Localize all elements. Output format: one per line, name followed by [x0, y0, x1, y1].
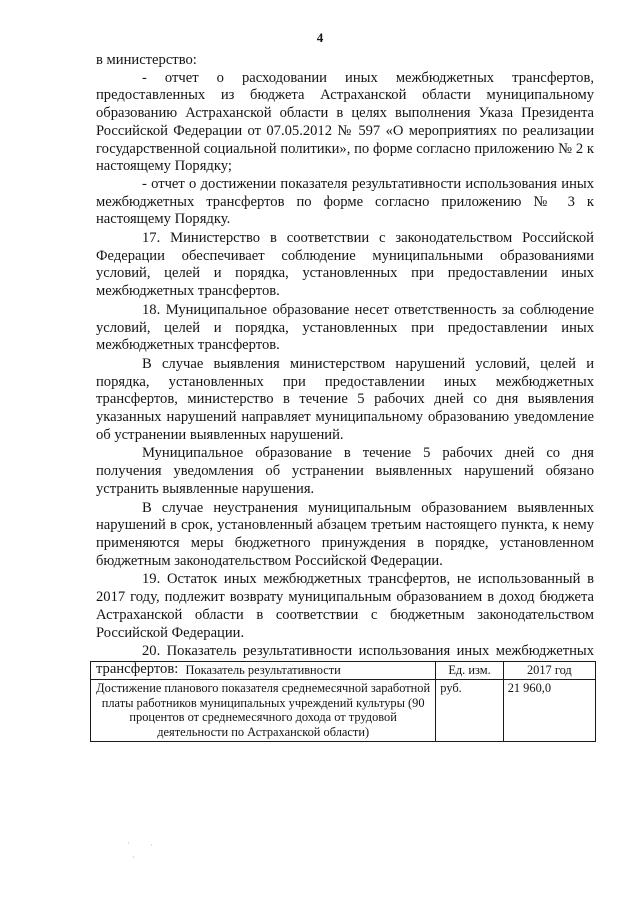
document-body	[96, 52, 594, 679]
table-header-row	[91, 662, 596, 680]
column-header-unit: Ед. изм.	[436, 662, 503, 680]
cell-unit: руб.	[436, 679, 503, 741]
paragraph-elimination: Муниципальное образование в течение 5 рабочих дней со дня получения уведомления об устранении выявленных нарушений обязано устранить выявленные нарушения.	[96, 445, 594, 497]
paragraph-coercion: В случае неустранения муниципальным образованием выявленных нарушений в срок, установленный абзацем третьим настоящего пункта, к нему применяются меры бюджетного принуждения в порядке, установленном бюджетным законодательством Российской Федерации.	[96, 499, 594, 569]
cell-value: 21 960,0	[503, 679, 595, 741]
paragraph-18: 18. Муниципальное образование несет ответственность за соблюдение условий, целей и порядка, установленных при предоставлении иных межбюджетных трансфертов.	[96, 301, 594, 354]
column-header-year: 2017 год	[503, 662, 595, 680]
paragraph-report-indicator: - отчет о достижении показателя результативности использования иных межбюджетных трансфертов по форме согласно приложению № 3 к настоящему Порядку.	[96, 175, 594, 228]
cell-indicator: Достижение планового показателя среднемесячной заработной платы работников муниципальных учреждений культуры (90 процентов от среднемесячного дохода от трудовой деятельности по Астраханской области)	[91, 679, 436, 741]
paragraph-19: 19. Остаток иных межбюджетных трансфертов, не использованный в 2017 году, подлежит возврату муниципальным образованием в доход бюджета Астраханской области в соответствии с бюджетным законодательством Российской Федерации.	[96, 571, 594, 641]
paragraph-intro: в министерство:	[96, 52, 197, 68]
scan-speck: ·	[132, 852, 135, 862]
paragraph-20: 20. Показатель результативности использования иных межбюджетных трансфертов:	[96, 643, 594, 677]
page-number: 4	[316, 30, 324, 45]
paragraph-17: 17. Министерство в соответствии с законодательством Российской Федерации обеспечивает соблюдение муниципальными образованиями условий, целей и порядка, установленных при предоставлении иных межбюджетных трансфертов.	[96, 230, 594, 300]
paragraph-report-expenses: - отчет о расходовании иных межбюджетных трансфертов, предоставленных из бюджета Астраханской области муниципальному образованию Астраханской области в целях выполнения Указа Президента Российской Федерации от 07.05.2012 № 597 «О мероприятиях по реализации государственной социальной политики», по форме согласно приложению № 2 к настоящему Порядку;	[96, 69, 594, 175]
table-row	[91, 679, 596, 741]
scan-speck: ·	[127, 838, 130, 848]
scan-speck: ·	[150, 840, 153, 850]
paragraph-violations: В случае выявления министерством нарушений условий, целей и порядка, установленных при предоставлении иных межбюджетных трансфертов, министерство в течение 5 рабочих дней со дня выявления указанных нарушений направляет муниципальному образованию уведомление об устранении выявленных нарушений.	[96, 355, 594, 443]
column-header-indicator: Показатель результативности	[91, 662, 436, 680]
indicator-table	[90, 661, 596, 742]
